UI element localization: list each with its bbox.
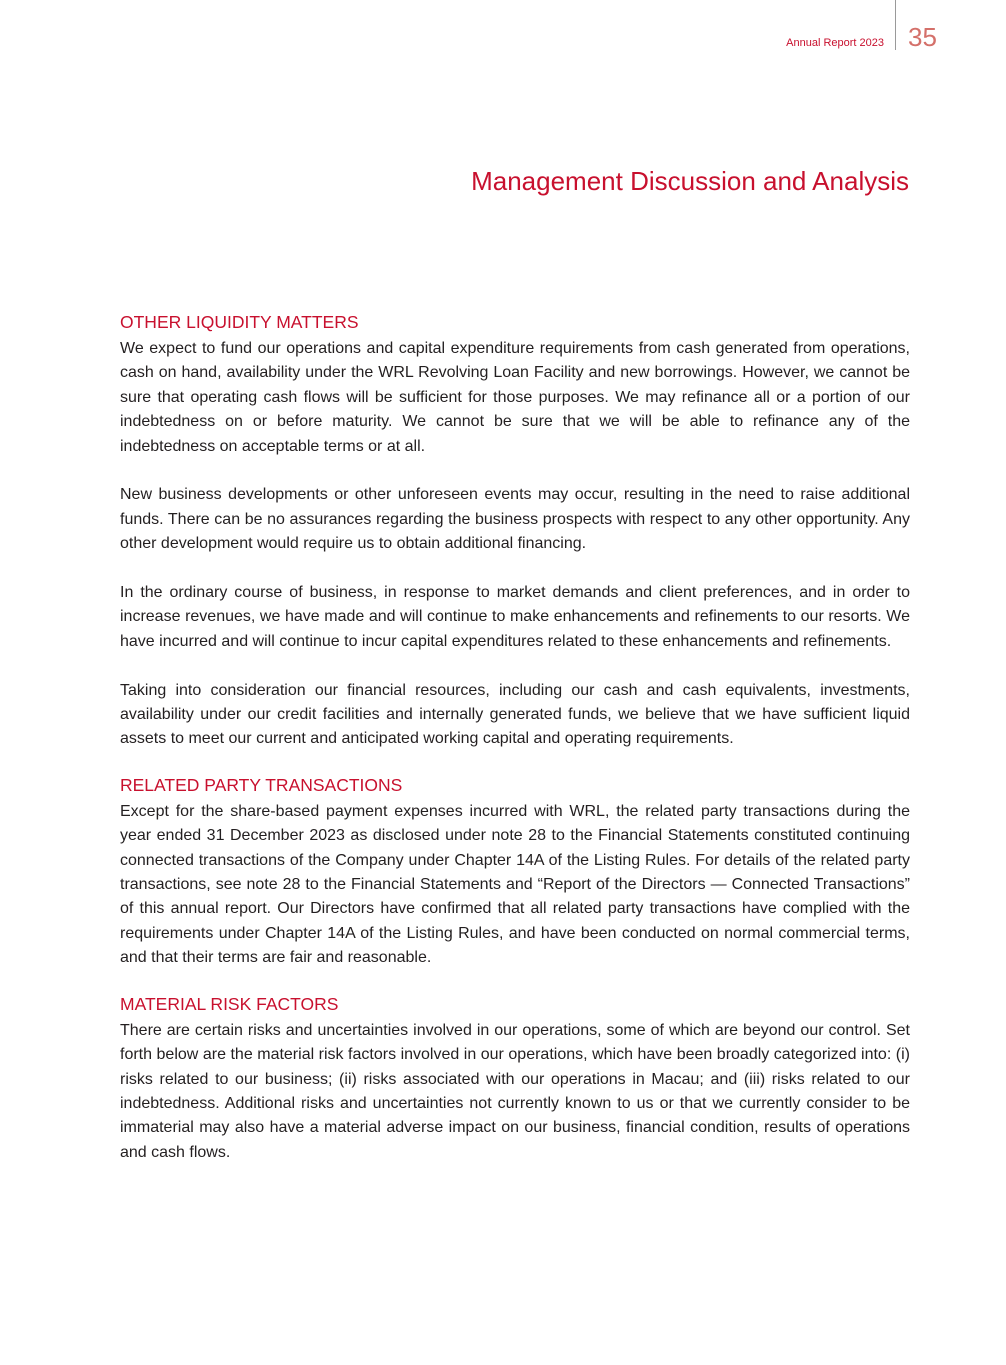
section-title: Management Discussion and Analysis bbox=[471, 166, 909, 196]
page-header bbox=[0, 0, 1006, 60]
content-body bbox=[120, 311, 910, 1165]
heading-material-risk-factors: MATERIAL RISK FACTORS bbox=[120, 993, 339, 1014]
page-number: 35 bbox=[908, 22, 937, 52]
paragraph: There are certain risks and uncertainties involved in our operations, some of which are beyond our control. Set forth below are the material risk factors involved in our operations, which have been broadly categorized into: (i) risks related to our business; (ii) risks associated with our operations in Macau; and (iii) risks related to our indebtedness. Additional risks and uncertainties not currently known to us or that we currently consider to be immaterial may also have a material adverse impact on our business, financial condition, results of operations and cash flows. bbox=[120, 1021, 910, 1161]
report-label: Annual Report 2023 bbox=[786, 37, 884, 49]
paragraph: New business developments or other unforeseen events may occur, resulting in the need to raise additional funds. There can be no assurances regarding the business prospects with respect to any other opportunity. Any other development would require us to obtain additional financing. bbox=[120, 486, 910, 553]
heading-related-party-transactions: RELATED PARTY TRANSACTIONS bbox=[120, 774, 403, 795]
paragraph: In the ordinary course of business, in response to market demands and client preferences, and in order to increase revenues, we have made and will continue to make enhancements and refinements to our resorts. We have incurred and will continue to incur capital expenditures related to these enhancements and refinements. bbox=[120, 584, 910, 650]
paragraph: We expect to fund our operations and capital expenditure requirements from cash generated from operations, cash on hand, availability under the WRL Revolving Loan Facility and new borrowings. However, we cannot be sure that operating cash flows will be sufficient for those purposes. We may refinance all or a portion of our indebtedness on or before maturity. We cannot be sure that we will be able to refinance any of the indebtedness on acceptable terms or at all. bbox=[120, 340, 910, 455]
heading-other-liquidity-matters: OTHER LIQUIDITY MATTERS bbox=[120, 312, 359, 332]
paragraph: Taking into consideration our financial resources, including our cash and cash equivalents, investments, availability under our credit facilities and internally generated funds, we believe that we have sufficient liquid assets to meet our current and anticipated working capital and operating requirements. bbox=[120, 681, 910, 748]
paragraph: Except for the share-based payment expenses incurred with WRL, the related party transactions during the year ended 31 December 2023 as disclosed under note 28 to the Financial Statements constituted continuing connected transactions of the Company under Chapter 14A of the Listing Rules. For details of the related party transactions, see note 28 to the Financial Statements and “Report of the Directors — Connected Transactions” of this annual report. Our Directors have confirmed that all related party transactions have complied with the requirements under Chapter 14A of the Listing Rules, and have been conducted on normal commercial terms, and that their terms are fair and reasonable. bbox=[120, 802, 910, 967]
header-divider bbox=[895, 0, 896, 50]
